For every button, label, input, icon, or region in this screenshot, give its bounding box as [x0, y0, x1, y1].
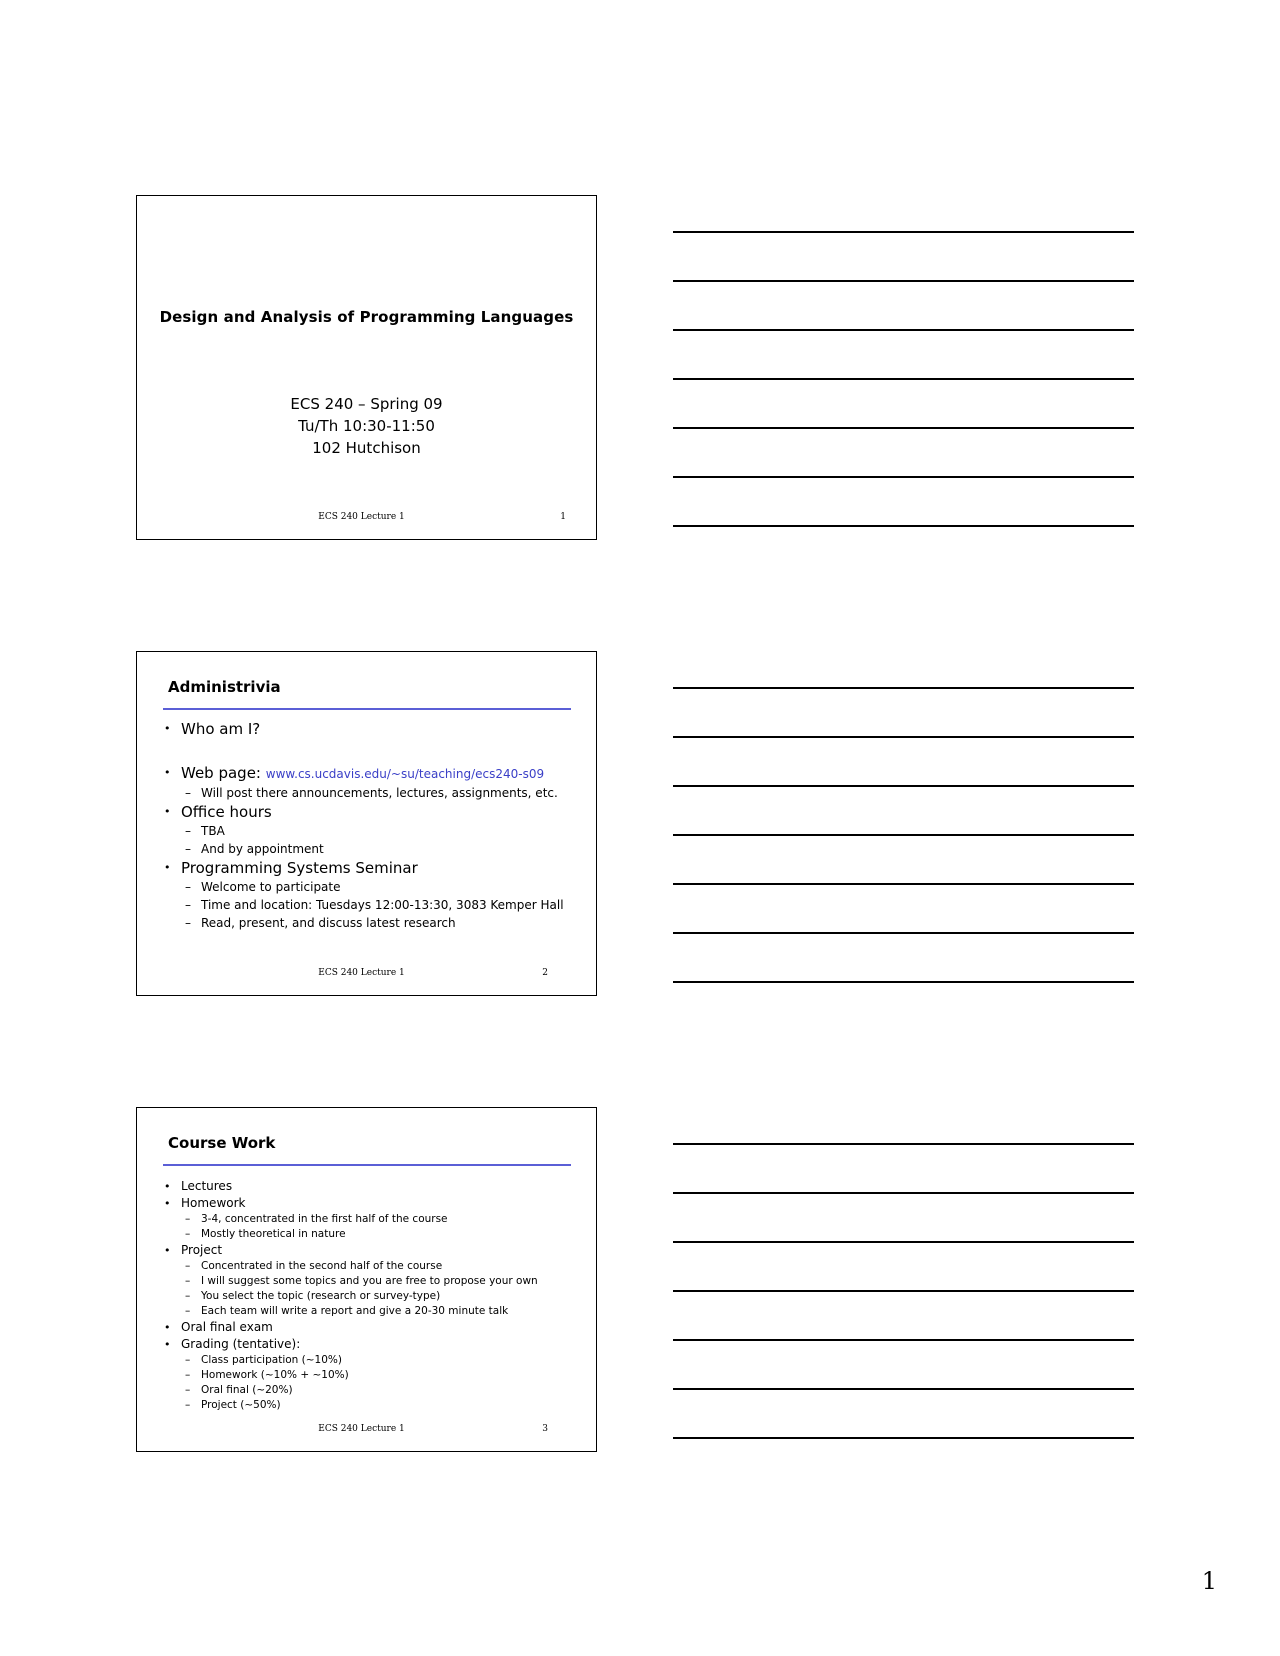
slide-heading: Administrivia — [168, 678, 281, 696]
spacer — [163, 739, 586, 763]
sub-item: – Mostly theoretical in nature — [163, 1227, 586, 1242]
note-line — [673, 785, 1134, 787]
bullet-item: • Project — [163, 1242, 586, 1259]
slide-number: 1 — [560, 512, 566, 522]
slide-footer: ECS 240 Lecture 1 — [318, 968, 405, 978]
sub-item: – You select the topic (research or survey-type) — [163, 1289, 586, 1304]
note-line — [673, 1388, 1134, 1390]
sub-item: – Time and location: Tuesdays 12:00-13:30, 3083 Kemper Hall — [163, 896, 586, 914]
note-line — [673, 280, 1134, 282]
sub-item: – 3-4, concentrated in the first half of the course — [163, 1212, 586, 1227]
page-number: 1 — [1201, 1567, 1217, 1595]
slide-1 — [136, 195, 597, 540]
slide-3 — [136, 1107, 597, 1452]
bullet-item: • Homework — [163, 1195, 586, 1212]
sub-item: – Each team will write a report and give a 20-30 minute talk — [163, 1304, 586, 1319]
note-line — [673, 736, 1134, 738]
note-line — [673, 883, 1134, 885]
bullet-item: • Grading (tentative): — [163, 1336, 586, 1353]
sub-item: – Class participation (~10%) — [163, 1353, 586, 1368]
sub-item: – Will post there announcements, lectures, assignments, etc. — [163, 784, 586, 802]
note-line — [673, 981, 1134, 983]
note-line — [673, 1192, 1134, 1194]
sub-item: – TBA — [163, 822, 586, 840]
note-line — [673, 1339, 1134, 1341]
heading-rule — [163, 708, 571, 710]
note-line — [673, 378, 1134, 380]
sub-item: – Project (~50%) — [163, 1398, 586, 1413]
sub-item: – Welcome to participate — [163, 878, 586, 896]
note-line — [673, 1241, 1134, 1243]
note-line — [673, 525, 1134, 527]
sub-item: – Oral final (~20%) — [163, 1383, 586, 1398]
bullet-text: Web page: — [181, 764, 261, 782]
bullet-item: • Programming Systems Seminar — [163, 858, 586, 878]
location-line: 102 Hutchison — [312, 439, 421, 457]
heading-rule — [163, 1164, 571, 1166]
sub-item: – Concentrated in the second half of the course — [163, 1259, 586, 1274]
note-line — [673, 1143, 1134, 1145]
note-line — [673, 476, 1134, 478]
slide-footer: ECS 240 Lecture 1 — [318, 1424, 405, 1434]
bullet-item: • Oral final exam — [163, 1319, 586, 1336]
bullet-item: • Who am I? — [163, 719, 586, 739]
bullet-list — [163, 719, 586, 932]
note-line — [673, 687, 1134, 689]
time-line: Tu/Th 10:30-11:50 — [298, 417, 435, 435]
slide-heading: Course Work — [168, 1134, 276, 1152]
bullet-item: • Office hours — [163, 802, 586, 822]
note-line — [673, 834, 1134, 836]
slide-number: 2 — [542, 968, 548, 978]
slide-2 — [136, 651, 597, 996]
sub-item: – And by appointment — [163, 840, 586, 858]
note-line — [673, 329, 1134, 331]
note-line — [673, 427, 1134, 429]
bullet-item: • Lectures — [163, 1178, 586, 1195]
sub-item: – I will suggest some topics and you are free to propose your own — [163, 1274, 586, 1289]
bullet-item — [163, 763, 586, 784]
note-line — [673, 231, 1134, 233]
slide-title: Design and Analysis of Programming Languages — [159, 308, 574, 326]
note-line — [673, 1437, 1134, 1439]
note-line — [673, 932, 1134, 934]
slide-number: 3 — [542, 1424, 548, 1434]
sub-item: – Read, present, and discuss latest research — [163, 914, 586, 932]
note-line — [673, 1290, 1134, 1292]
web-page-link[interactable]: www.cs.ucdavis.edu/~su/teaching/ecs240-s09 — [265, 767, 545, 781]
slide-subtitle — [137, 393, 596, 459]
bullet-list — [163, 1178, 586, 1413]
course-line: ECS 240 – Spring 09 — [290, 395, 443, 413]
slide-footer: ECS 240 Lecture 1 — [318, 512, 405, 522]
sub-item: – Homework (~10% + ~10%) — [163, 1368, 586, 1383]
